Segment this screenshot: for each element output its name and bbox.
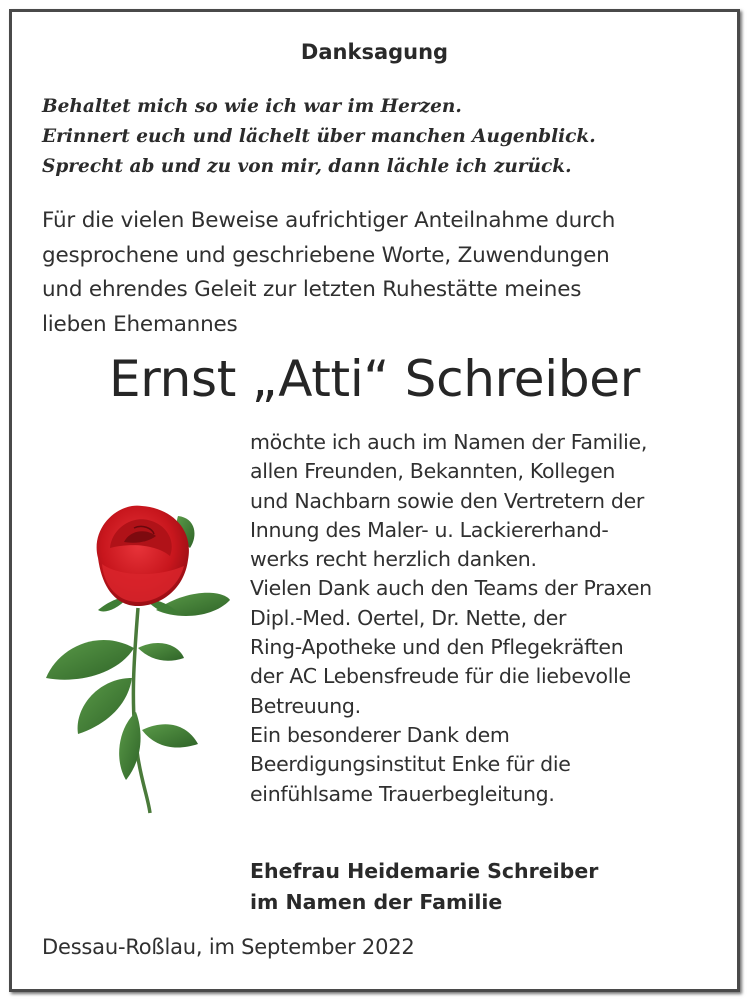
signature-line: im Namen der Familie (250, 890, 503, 914)
intro-line: gesprochene und geschriebene Worte, Zuwendungen (42, 242, 610, 268)
intro-line: und ehrendes Geleit zur letzten Ruhestätte meines (42, 277, 582, 302)
thanks-line: der AC Lebensfreude für die liebevolle (250, 664, 631, 689)
thanks-text (250, 428, 652, 809)
place-date: Dessau-Roßlau, im September 2022 (42, 935, 415, 959)
poem (42, 92, 596, 182)
poem-line: Sprecht ab und zu von mir, dann lächle ich zurück. (42, 156, 572, 177)
heading: Danksagung (300, 40, 449, 64)
poem-line: Erinnert euch und lächelt über manchen Augenblick. (42, 126, 596, 147)
thanks-line: möchte ich auch im Namen der Familie, (250, 430, 648, 454)
thanks-line: Ring-Apotheke und den Pflegekräften (250, 635, 624, 660)
signature (250, 856, 598, 918)
thanks-line: allen Freunden, Bekannten, Kollegen (250, 459, 616, 484)
thanks-line: Ein besonderer Dank dem (250, 722, 510, 747)
thanks-line: Vielen Dank auch den Teams der Praxen (250, 576, 652, 601)
intro-line: lieben Ehemannes (42, 311, 238, 337)
thanks-line: Innung des Maler- u. Lackiererhand- (250, 517, 609, 542)
thanks-line: einfühlsame Trauerbegleitung. (250, 781, 555, 806)
thanks-line: Betreuung. (250, 693, 361, 718)
thanks-line: Dipl.-Med. Oertel, Dr. Nette, der (250, 605, 567, 630)
intro-text (42, 204, 615, 342)
thanks-line: Beerdigungsinstitut Enke für die (250, 752, 571, 777)
intro-line: Für die vielen Beweise aufrichtiger Anteilnahme durch (42, 208, 616, 233)
red-rose-image (38, 498, 238, 818)
poem-line: Behaltet mich so wie ich war im Herzen. (42, 96, 462, 117)
signature-line: Ehefrau Heidemarie Schreiber (250, 859, 599, 883)
thanks-line: und Nachbarn sowie den Vertretern der (250, 488, 645, 513)
thanks-line: werks recht herzlich danken. (250, 547, 537, 572)
deceased-name: Ernst „Atti“ Schreiber (108, 350, 641, 408)
